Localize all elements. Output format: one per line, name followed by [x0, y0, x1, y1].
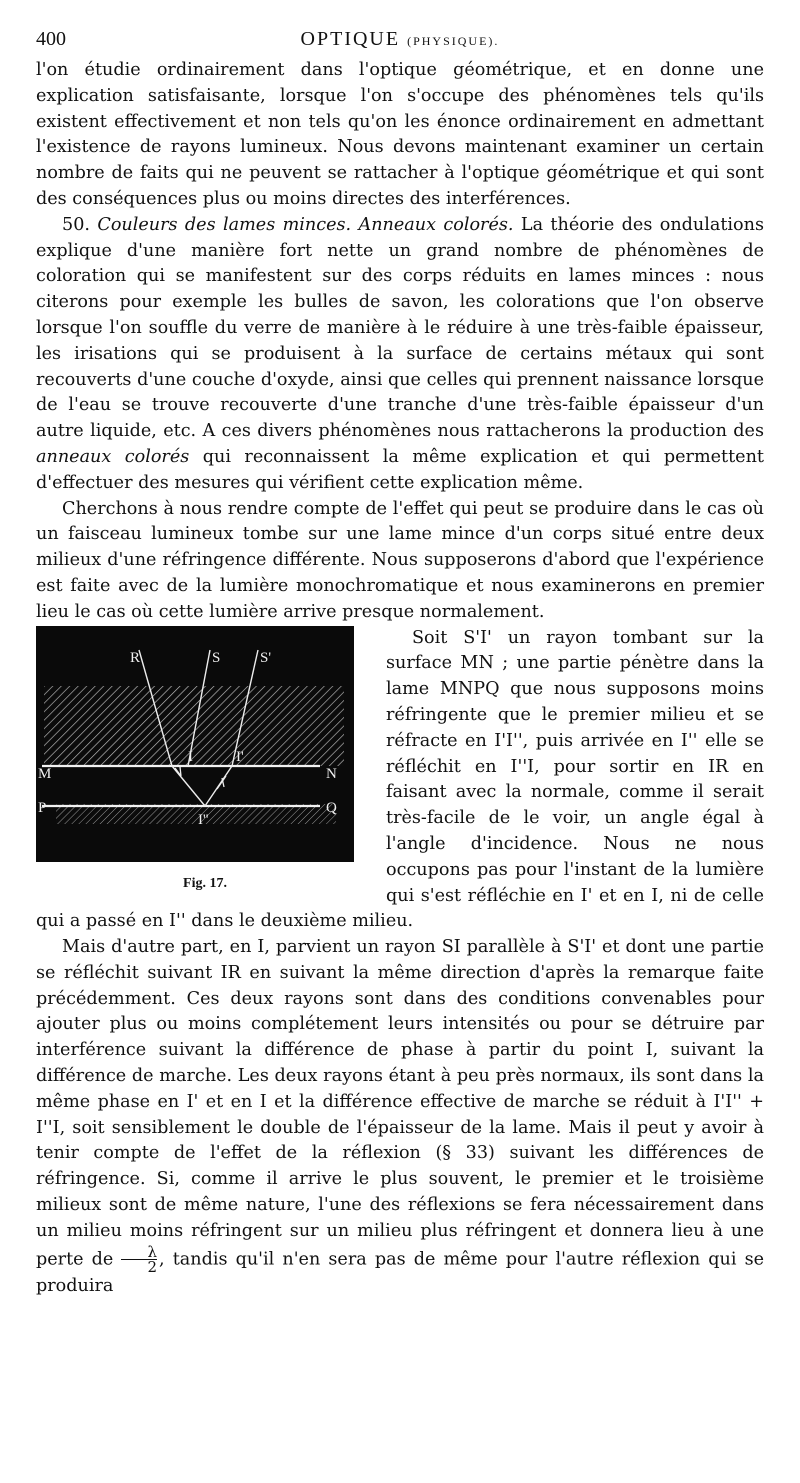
lambda-over-two	[121, 1242, 157, 1276]
section-body-start: La théorie des ondulations explique d'une manière fort nette un grand nombre de phénomènes de coloration qui se manifestent sur des corps réduits en lames minces : nous citerons pour exemple les bulles de savon, les colorations que l'on observe lorsque l'on souffle du verre de manière à le réduire à une très-faible épaisseur, les irisations qui se produisent à la surface de certains métaux qui sont recouverts d'une couche d'oxyde, ainsi que celles qui prennent naissance lorsque de l'eau se trouve recouverte d'une tranche d'une très-faible épaisseur d'un autre liquide, etc. A ces divers phénomènes nous rattacherons la production des	[36, 214, 765, 442]
section-body-end: qui reconnaissent la même explication et qui permettent d'effectuer des mesures qui vérifient cette explication même.	[36, 446, 764, 493]
label-Q: Q	[326, 799, 337, 816]
label-M: M	[38, 765, 52, 782]
section-number: 50.	[62, 214, 90, 235]
paragraph-mais	[36, 935, 764, 1299]
label-I: I	[188, 748, 193, 765]
label-R: R	[130, 649, 141, 666]
section-title: Couleurs des lames minces. Anneaux colorés.	[97, 214, 514, 235]
fraction-numerator: λ	[147, 1242, 157, 1261]
label-P: P	[38, 799, 47, 816]
label-I-prime: I'	[236, 748, 244, 765]
label-I-double: I''	[198, 811, 209, 828]
running-title-sub: (PHYSIQUE).	[407, 34, 500, 48]
running-title	[36, 28, 764, 51]
book-page	[36, 28, 764, 1299]
label-N: N	[326, 765, 337, 782]
paragraph-continuation: l'on étudie ordinairement dans l'optique géométrique, et en donne une explication satisfaisante, lorsque l'on s'occupe des phénomènes tels qu'ils existent effectivement et non tels qu'on les énonce ordinairement en admettant l'existence de rayons lumineux. Nous devons maintenant examiner un certain nombre de faits qui ne peuvent se rattacher à l'optique géométrique et qui sont des conséquences plus ou moins directes des interférences.	[36, 60, 764, 209]
label-S-prime: S'	[260, 649, 272, 666]
upper-medium-hatch	[44, 686, 344, 766]
mais-body: Mais d'autre part, en I, parvient un rayon SI parallèle à S'I' et dont une partie se réfléchit suivant IR en suivant la même direction d'après la remarque faite précédemment. Ces deux rayons sont dans des conditions convenables pour ajouter plus ou moins complétement leurs intensités ou pour se détruire par interférence suivant la différence de phase à partir du point I, suivant la différence de marche. Les deux rayons étant à peu près normaux, ils sont dans la même phase en I' et en I et la différence effective de marche se réduit à I'I'' + I''I, soit sensiblement le double de l'épaisseur de la lame. Mais il peut y avoir à tenir compte de l'effet de la réflexion (§ 33) suivant les différences de réfringence. Si, comme il arrive le plus souvent, le premier et le troisième milieux sont de même nature, l'une des réflexions se fera nécessairement dans un milieu moins réfringent sur un milieu plus réfringent et donnera lieu à une perte de	[36, 937, 764, 1270]
fraction-denominator: 2	[121, 1259, 157, 1274]
paragraph-cherchons: Cherchons à nous rendre compte de l'effet qui peut se produire dans le cas où un faisceau lumineux tombe sur une lame mince d'un corps situé entre deux milieux d'une réfringence différente. Nous supposerons d'abord que l'expérience est faite avec de la lumière monochromatique et nous examinerons en premier lieu le cas où cette lumière arrive presque normalement.	[36, 498, 764, 622]
thin-film-diagram	[36, 626, 354, 862]
paragraph-soit: Soit S'I' un rayon tombant sur la surface MN ; une partie pénètre dans la lame MNPQ que nous supposons moins réfringente que le premier milieu et se réfracte en I'I'', puis arrivée en I'' elle se réfléchit en I''I, pour sortir en IR en faisant avec la normale, comme il serait très-facile de le voir, un angle égal à l'angle d'incidence. Nous ne nous occupons pas pour l'instant de la lumière qui s'est réfléchie en I' et en I, ni de celle qui a passé en I'' dans le deuxième milieu.	[36, 627, 764, 932]
page-number: 400	[36, 28, 66, 50]
paragraph-section-50	[36, 213, 764, 497]
running-title-main: OPTIQUE	[300, 28, 401, 50]
anneaux-colores-term: anneaux colorés	[36, 446, 190, 467]
figure-text-block	[36, 497, 764, 936]
figure-caption: Fig. 17.	[183, 875, 227, 891]
mais-tail: , tandis qu'il n'en sera pas de même pour l'autre réflexion qui se produira	[36, 1249, 765, 1296]
figure-17	[36, 626, 374, 892]
running-header	[36, 28, 764, 52]
label-S: S	[212, 649, 221, 666]
